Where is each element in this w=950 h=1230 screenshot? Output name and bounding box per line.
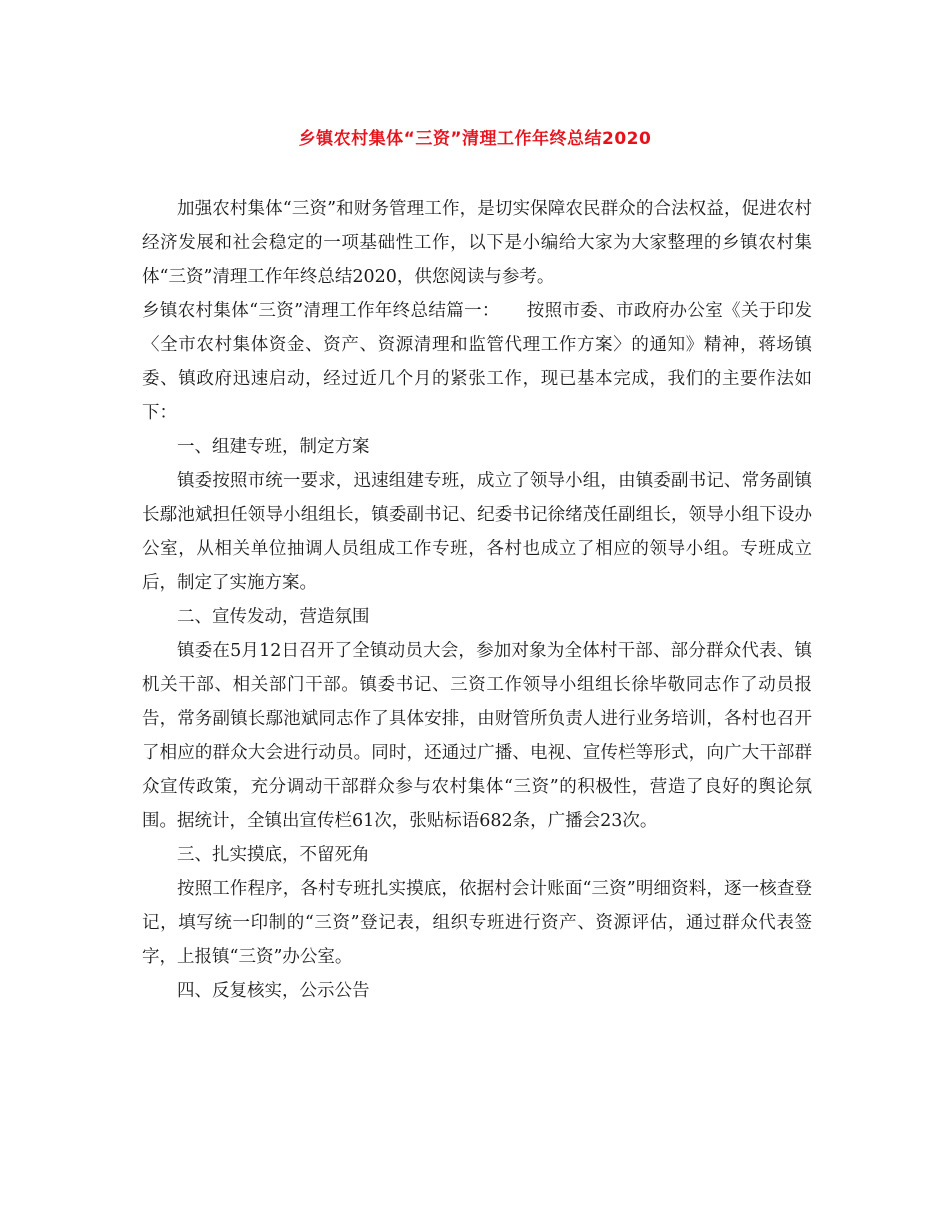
- article-lead-paragraph: 乡镇农村集体“三资”清理工作年终总结篇一： 按照市委、市政府办公室《关于印发〈全市农村集体资金、资产、资源清理和监管代理工作方案〉的通知》精神，蒋场镇委、镇政府迅速启动，经过近几个月的紧张工作，现已基本完成，我们的主要作法如下：: [142, 301, 812, 423]
- intro-paragraph: 加强农村集体“三资”和财务管理工作，是切实保障农民群众的合法权益，促进农村经济发展和社会稳定的一项基础性工作，以下是小编给大家为大家整理的乡镇农村集体“三资”清理工作年终总结2020，供您阅读与参考。: [142, 199, 812, 287]
- section-heading-3: 三、扎实摸底，不留死角: [177, 845, 370, 865]
- section-heading-4: 四、反复核实，公示公告: [177, 981, 370, 1001]
- section-paragraph-1: 镇委按照市统一要求，迅速组建专班，成立了领导小组，由镇委副书记、常务副镇长鄢池斌担任领导小组组长，镇委副书记、纪委书记徐绪茂任副组长，领导小组下设办公室，从相关单位抽调人员组成工作专班，各村也成立了相应的领导小组。专班成立后，制定了实施方案。: [142, 471, 812, 593]
- document-body: [142, 192, 812, 1008]
- section-heading-1: 一、组建专班，制定方案: [177, 437, 370, 457]
- section-paragraph-2: 镇委在5月12日召开了全镇动员大会，参加对象为全体村干部、部分群众代表、镇机关干部、相关部门干部。镇委书记、三资工作领导小组组长徐毕敬同志作了动员报告，常务副镇长鄢池斌同志作了具体安排，由财管所负责人进行业务培训，各村也召开了相应的群众大会进行动员。同时，还通过广播、电视、宣传栏等形式，向广大干部群众宣传政策，充分调动干部群众参与农村集体“三资”的积极性，营造了良好的舆论氛围。据统计，全镇出宣传栏61次，张贴标语682条，广播会23次。: [142, 641, 812, 831]
- section-heading-2: 二、宣传发动，营造氛围: [177, 607, 370, 627]
- section-paragraph-3: 按照工作程序，各村专班扎实摸底，依据村会计账面“三资”明细资料，逐一核查登记，填写统一印制的“三资”登记表，组织专班进行资产、资源评估，通过群众代表签字，上报镇“三资”办公室。: [142, 879, 812, 967]
- document-title: 乡镇农村集体“三资”清理工作年终总结2020: [298, 129, 652, 149]
